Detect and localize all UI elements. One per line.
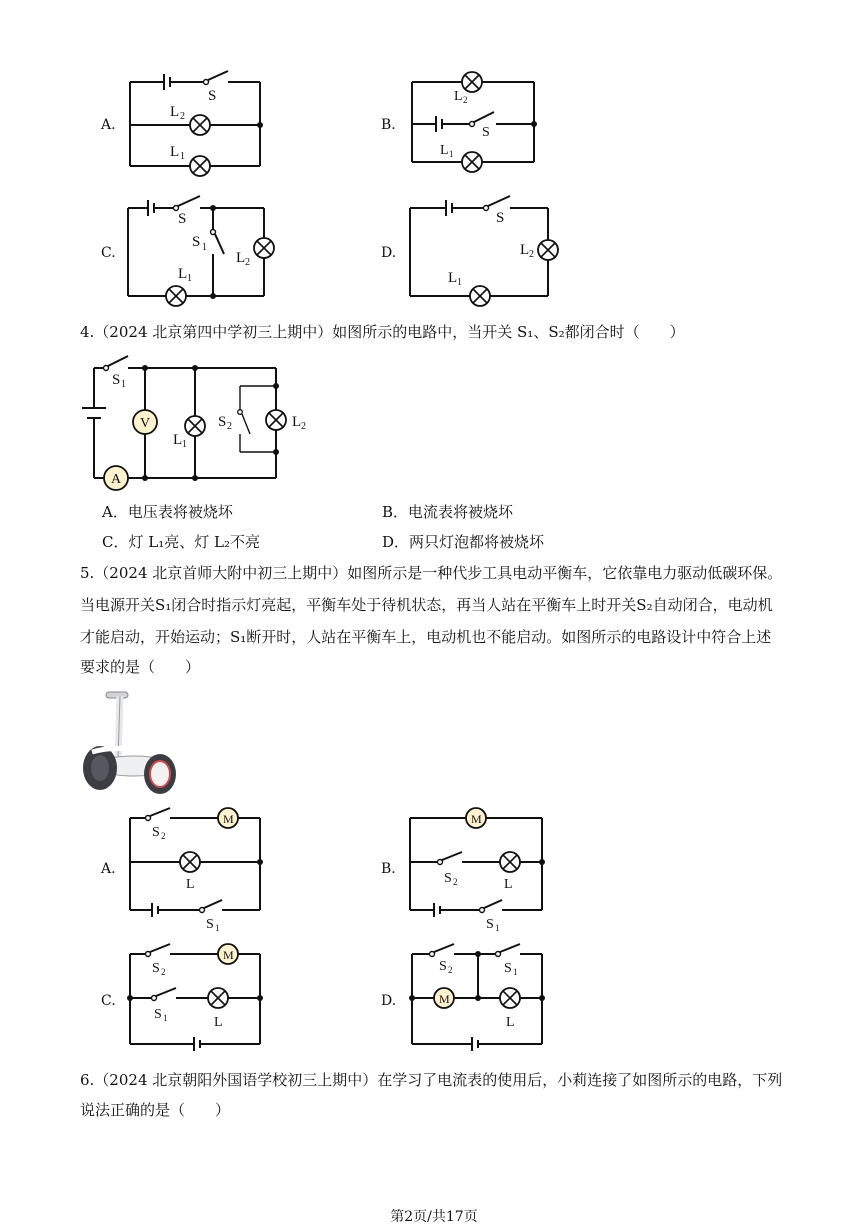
label-l2: L <box>292 414 302 430</box>
voltmeter-label: V <box>140 416 151 431</box>
label-l1: L <box>170 144 180 160</box>
q3-option-d-label: D. <box>381 245 397 261</box>
q3-circuit-b <box>402 62 562 182</box>
label-s1: S <box>154 1007 162 1022</box>
motor-label: M <box>223 948 234 962</box>
q5-circuit-b <box>400 804 560 933</box>
label-l2: L <box>454 89 463 104</box>
q3-circuit-c <box>120 190 280 310</box>
q4-stem: 4.（2024 北京第四中学初三上期中）如图所示的电路中，当开关 S₁、S₂都闭合时（ ） <box>80 323 685 341</box>
page-footer: 第2页/共17页 <box>390 1209 478 1225</box>
label-s1: S <box>206 917 214 932</box>
q5-circuit-d <box>400 938 560 1058</box>
label-s1: S <box>192 234 201 250</box>
label-s2: S <box>444 871 452 886</box>
label-l1: L <box>448 270 458 286</box>
label-sub: 2 <box>161 967 166 977</box>
label-l: L <box>506 1015 515 1030</box>
label-s: S <box>482 125 490 140</box>
label-s1: S <box>112 372 121 388</box>
label-sub: 2 <box>245 257 250 268</box>
label-sub: 2 <box>453 877 458 887</box>
q4-option-c: C．灯 L₁亮、灯 L₂不亮 <box>102 533 260 551</box>
label-sub: 2 <box>161 831 166 841</box>
label-sub: 1 <box>163 1013 168 1023</box>
label-sub: 1 <box>180 151 185 162</box>
q4-circuit <box>70 356 330 496</box>
label-l1: L <box>173 432 183 448</box>
label-s2: S <box>218 414 227 430</box>
q6-stem-line1: 6.（2024 北京朝阳外国语学校初三上期中）在学习了电流表的使用后，小莉连接了如图所示的电路，下列 <box>80 1071 783 1089</box>
label-s1: S <box>486 917 494 932</box>
label-l: L <box>214 1015 223 1030</box>
label-sub: 2 <box>463 95 468 105</box>
q5-circuit-a <box>120 804 280 933</box>
label-s2: S <box>152 961 160 976</box>
label-sub: 1 <box>449 149 454 159</box>
label-sub: 1 <box>513 967 518 977</box>
label-sub: 2 <box>301 421 306 432</box>
label-s2: S <box>152 825 160 840</box>
q5-stem-line4: 要求的是（ ） <box>80 658 201 676</box>
label-s2: S <box>439 959 447 974</box>
q5-option-a-label: A. <box>101 861 116 877</box>
q5-option-c-label: C. <box>101 993 116 1009</box>
motor-label: M <box>223 812 234 826</box>
motor-label: M <box>439 992 450 1006</box>
q4-option-d: D．两只灯泡都将被烧坏 <box>382 533 545 551</box>
motor-label: M <box>471 812 482 826</box>
label-sub: 1 <box>495 923 500 933</box>
q4-option-a: A．电压表将被烧坏 <box>102 503 233 521</box>
q5-option-b-label: B. <box>381 861 396 877</box>
label-sub: 1 <box>457 277 462 288</box>
label-l: L <box>186 877 195 892</box>
q3-option-a-label: A. <box>101 117 116 133</box>
q3-circuit-d <box>400 190 570 310</box>
label-sub: 1 <box>182 439 187 450</box>
label-sub: 1 <box>121 379 126 390</box>
label-sub: 1 <box>202 242 207 253</box>
label-l2: L <box>236 250 246 266</box>
label-sub: 2 <box>227 421 232 432</box>
label-sub: 2 <box>448 965 453 975</box>
q6-stem-line2: 说法正确的是（ ） <box>80 1101 231 1119</box>
label-l2: L <box>520 242 530 258</box>
label-l2: L <box>170 104 180 120</box>
q5-stem-line1: 5.（2024 北京首师大附中初三上期中）如图所示是一种代步工具电动平衡车，它依靠电力驱动低碳环保。 <box>80 564 783 582</box>
label-sub: 1 <box>215 923 220 933</box>
q5-stem-line3: 才能启动，开始运动；S₁断开时，人站在平衡车上，电动机也不能启动。如图所示的电路设计中符合上述 <box>80 628 772 646</box>
balance-scooter-image <box>78 688 178 796</box>
label-s: S <box>178 211 187 227</box>
label-s: S <box>208 88 217 104</box>
q4-option-b: B．电流表将被烧坏 <box>382 503 514 521</box>
label-l1: L <box>178 266 188 282</box>
label-sub: 2 <box>180 111 185 122</box>
label-l: L <box>504 877 513 892</box>
label-s1: S <box>504 961 512 976</box>
label-sub: 2 <box>529 249 534 260</box>
label-sub: 1 <box>187 273 192 284</box>
q5-circuit-c <box>120 938 280 1058</box>
label-l1: L <box>440 143 449 158</box>
q3-option-c-label: C. <box>101 245 116 261</box>
q5-stem-line2: 当电源开关S₁闭合时指示灯亮起，平衡车处于待机状态，再当人站在平衡车上时开关S₂自动闭合，电动机 <box>80 596 773 614</box>
q3-circuit-a <box>120 62 280 182</box>
ammeter-label: A <box>111 472 122 487</box>
label-s: S <box>496 210 505 226</box>
q5-option-d-label: D. <box>381 993 397 1009</box>
q3-option-b-label: B. <box>381 117 396 133</box>
